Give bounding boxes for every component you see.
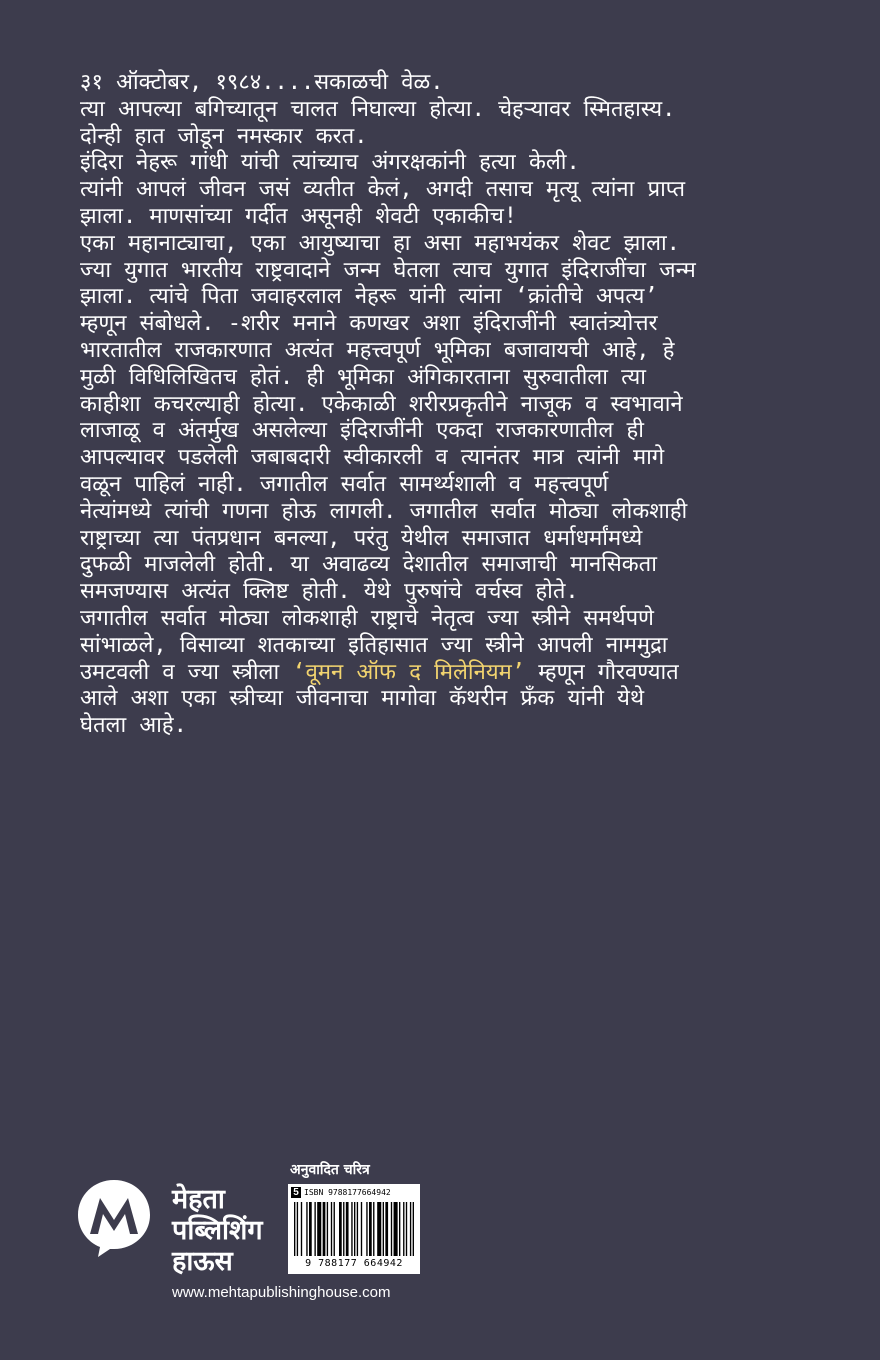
barcode-bar <box>391 1202 392 1256</box>
barcode-bar <box>346 1202 349 1256</box>
publisher-logo-icon <box>76 1178 152 1258</box>
barcode-bar <box>314 1202 315 1256</box>
barcode-bar <box>354 1202 355 1256</box>
barcode-bar <box>406 1202 407 1256</box>
barcode-bar <box>301 1202 302 1256</box>
blurb-line: म्हणून संबोधले. -शरीर मनाने कणखर अशा इंदिराजींनी स्वातंत्र्योत्तर <box>80 311 658 337</box>
blurb-line: त्यांनी आपलं जीवन जसं व्यतीत केलं, अगदी तसाच मृत्यू त्यांना प्राप्त <box>80 177 686 203</box>
blurb-line: झाला. माणसांच्या गर्दीत असूनही शेवटी एकाकीच! <box>80 203 518 229</box>
barcode-bar <box>366 1202 367 1256</box>
barcode-bar <box>377 1202 381 1256</box>
barcode-bar <box>334 1202 335 1256</box>
barcode-bar <box>361 1202 362 1256</box>
barcode-bar <box>413 1202 414 1256</box>
blurb-line: लाजाळू व अंतर्मुख असलेल्या इंदिराजींनी एकदा राजकारणातील ही <box>80 418 644 444</box>
blurb-line: ज्या युगात भारतीय राष्ट्रवादाने जन्म घेतला त्याच युगात इंदिराजींचा जन्म <box>80 257 696 283</box>
barcode-bar <box>309 1202 312 1256</box>
blurb-line: राष्ट्राच्या त्या पंतप्रधान बनल्या, परंतु येथील समाजात धर्माधर्मांमध्ये <box>80 525 643 551</box>
publisher-website: www.mehtapublishinghouse.com <box>172 1284 391 1301</box>
blurb-text <box>80 70 780 740</box>
barcode-bar <box>357 1202 358 1256</box>
blurb-line: भारतातील राजकारणात अत्यंत महत्त्वपूर्ण भूमिका बजावायची आहे, हे <box>80 337 675 363</box>
blurb-line: दोन्ही हात जोडून नमस्कार करत. <box>80 123 368 149</box>
blurb-line: झाला. त्यांचे पिता जवाहरलाल नेहरू यांनी त्यांना ‘क्रांतीचे अपत्य’ <box>80 284 658 310</box>
blurb-line: त्या आपल्या बगिच्यातून चालत निघाल्या होत्या. चेहऱ्यावर स्मितहास्य. <box>80 96 676 122</box>
blurb-line: एका महानाट्याचा, एका आयुष्याचा हा असा महाभयंकर शेवट झाला. <box>80 230 680 256</box>
blurb-line: सांभाळले, विसाव्या शतकाच्या इतिहासात ज्या स्त्रीने आपली नाममुद्रा <box>80 632 668 658</box>
barcode-bar <box>327 1202 328 1256</box>
blurb-line: काहीशा कचरल्याही होत्या. एकेकाळी शरीरप्रकृतीने नाजूक व स्वभावाने <box>80 391 683 417</box>
blurb-line: वळून पाहिलं नाही. जगातील सर्वात सामर्थ्यशाली व महत्त्वपूर्ण <box>80 471 609 497</box>
price-code-badge: 5 <box>291 1187 301 1198</box>
blurb-line: नेत्यांमध्ये त्यांची गणना होऊ लागली. जगातील सर्वात मोठ्या लोकशाही <box>80 498 688 524</box>
barcode-bar <box>410 1202 411 1256</box>
publisher-name-line: मेहता <box>172 1184 225 1215</box>
barcode-bar <box>294 1202 295 1256</box>
blurb-line: घेतला आहे. <box>80 713 187 739</box>
isbn-barcode <box>288 1184 420 1274</box>
book-category: अनुवादित चरित्र <box>290 1162 370 1178</box>
blurb-segment: उमटवली व ज्या स्त्रीला <box>80 659 293 685</box>
barcode-bar <box>297 1202 298 1256</box>
blurb-line: मुळी विधिलिखितच होतं. ही भूमिका अंगिकारताना सुरुवातीला त्या <box>80 364 647 390</box>
blurb-line-highlighted <box>80 660 780 687</box>
barcode-bar <box>323 1202 326 1256</box>
blurb-segment: म्हणून गौरवण्यात <box>525 659 679 685</box>
blurb-line: दुफळी माजलेली होती. या अवाढव्य देशातील समाजाची मानसिकता <box>80 552 657 578</box>
barcode-bar <box>383 1202 384 1256</box>
isbn-label: ISBN 9788177664942 <box>304 1188 391 1197</box>
barcode-bar <box>369 1202 372 1256</box>
highlighted-title: ‘वूमन ऑफ द मिलेनियम’ <box>292 659 525 685</box>
barcode-bar <box>403 1202 404 1256</box>
blurb-line: ३१ ऑक्टोबर, १९८४....सकाळची वेळ. <box>80 70 444 95</box>
barcode-bars <box>294 1202 414 1256</box>
barcode-digits: 9 788177 664942 <box>305 1258 403 1269</box>
blurb-line: आले अशा एका स्त्रीच्या जीवनाचा मागोवा कॅथरीन फ्रँक यांनी येथे <box>80 686 645 712</box>
barcode-bar <box>331 1202 332 1256</box>
blurb-line: इंदिरा नेहरू गांधी यांची त्यांच्याच अंगरक्षकांनी हत्या केली. <box>80 150 580 176</box>
blurb-line: जगातील सर्वात मोठ्या लोकशाही राष्ट्राचे नेतृत्व ज्या स्त्रीने समर्थपणे <box>80 605 654 631</box>
publisher-name-line: पब्लिशिंग <box>172 1215 263 1246</box>
barcode-bar <box>399 1202 400 1256</box>
blurb-line: आपल्यावर पडलेली जबाबदारी स्वीकारली व त्यानंतर मात्र त्यांनी मागे <box>80 445 665 471</box>
publisher-name-line: हाऊस <box>172 1246 233 1277</box>
blurb-line: समजण्यास अत्यंत क्लिष्ट होती. येथे पुरुषांचे वर्चस्व होते. <box>80 579 579 605</box>
barcode-bar <box>343 1202 344 1256</box>
barcode-bar <box>373 1202 374 1256</box>
barcode-bar <box>351 1202 352 1256</box>
barcode-bar <box>385 1202 388 1256</box>
barcode-bar <box>339 1202 342 1256</box>
barcode-bar <box>306 1202 307 1256</box>
barcode-bar <box>394 1202 398 1256</box>
publisher-name <box>172 1184 263 1277</box>
barcode-bar <box>317 1202 321 1256</box>
